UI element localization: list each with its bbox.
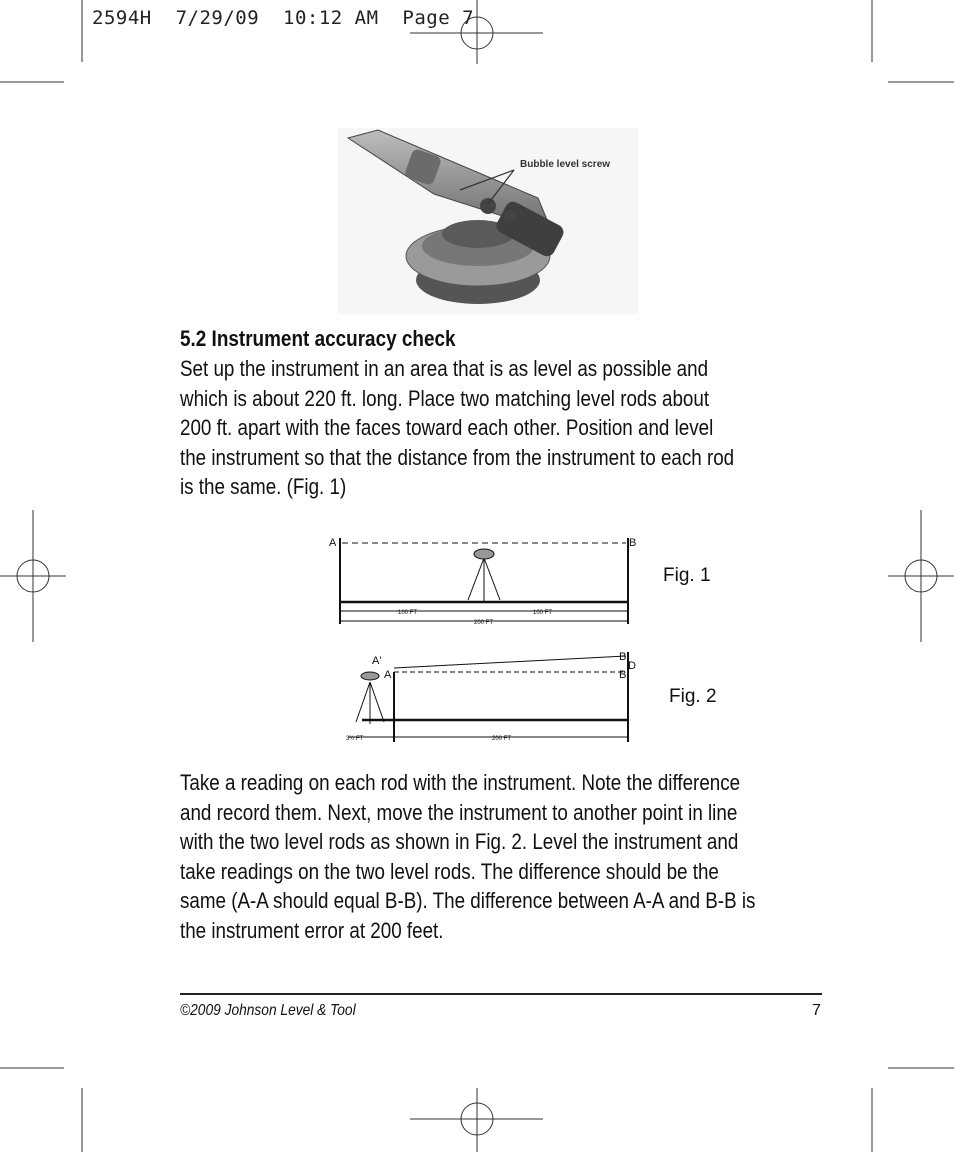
print-slug: 2594H 7/29/09 10:12 AM Page 7 xyxy=(92,7,475,29)
fig1-total-distance: 200 FT xyxy=(474,620,494,626)
fig1-diagram xyxy=(340,538,628,624)
fig2-a-prime-label: A' xyxy=(372,655,382,667)
paragraph-line: same (A-A should equal B-B). The difference between A-A and B-B is xyxy=(180,888,756,914)
fig1-rod-b-label: B xyxy=(629,537,637,549)
optical-level-instrument-photo xyxy=(338,128,638,314)
paragraph-line: 200 ft. apart with the faces toward each other. Position and level xyxy=(180,415,714,441)
fig2-d-label: D xyxy=(628,660,636,672)
accuracy-check-diagram xyxy=(328,532,638,744)
paragraph-line: Set up the instrument in an area that is as level as possible and xyxy=(180,356,709,381)
bubble-level-screw-label: Bubble level screw xyxy=(520,159,611,170)
paragraph-line: the instrument error at 200 feet. xyxy=(180,917,444,943)
paragraph-line: which is about 220 ft. long. Place two matching level rods about xyxy=(180,385,710,411)
fig2-a-label: A xyxy=(384,669,392,681)
fig2-near-distance: 3½ FT xyxy=(346,736,364,742)
paragraph-line: the instrument so that the distance from the instrument to each rod xyxy=(180,444,735,470)
paragraph-line: with the two level rods as shown in Fig. 2. Level the instrument and xyxy=(180,829,739,855)
fig1-rod-a-label: A xyxy=(329,537,337,549)
setup-paragraph xyxy=(180,354,830,502)
fig2-b-prime-label: B' xyxy=(619,651,629,663)
page-number: 7 xyxy=(812,1002,821,1019)
fig1-label: Fig. 1 xyxy=(663,565,711,586)
paragraph-line: and record them. Next, move the instrument to another point in line xyxy=(180,799,738,825)
fig2-diagram xyxy=(348,652,628,742)
section-heading: 5.2 Instrument accuracy check xyxy=(180,326,456,351)
paragraph-line: take readings on the two level rods. The difference should be the xyxy=(180,858,719,884)
fig2-total-distance: 200 FT xyxy=(492,736,512,742)
paragraph-line: Take a reading on each rod with the instrument. Note the difference xyxy=(180,770,741,795)
fig2-b-label: B xyxy=(619,669,627,681)
footer-copyright: ©2009 Johnson Level & Tool xyxy=(180,1002,356,1019)
paragraph-line: is the same. (Fig. 1) xyxy=(180,474,347,500)
fig1-left-distance: 100 FT xyxy=(398,610,418,616)
reading-paragraph xyxy=(180,768,830,946)
fig2-label: Fig. 2 xyxy=(669,686,717,707)
footer-rule xyxy=(180,993,822,995)
fig1-right-distance: 100 FT xyxy=(533,610,553,616)
